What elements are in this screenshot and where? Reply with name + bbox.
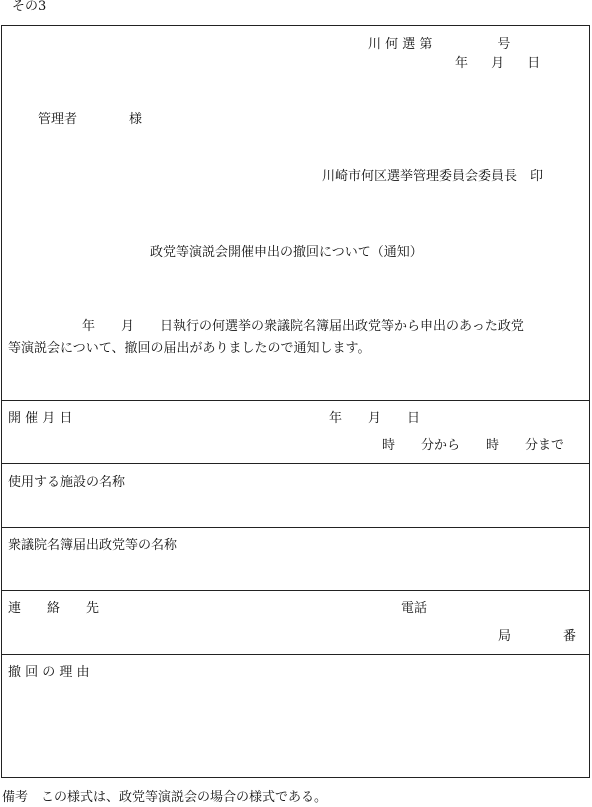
row-contact-station: 局 番 <box>498 629 577 644</box>
doc-date: 年 月 日 <box>455 56 541 71</box>
row-party-label: 衆議院名簿届出政党等の名称 <box>8 538 178 553</box>
document-title: 政党等演説会開催申出の撤回について（通知） <box>150 245 423 260</box>
row-reason-label: 撤 回 の 理 由 <box>8 665 90 680</box>
row-time-value: 時 分から 時 分まで <box>382 438 565 453</box>
row-date-value: 年 月 日 <box>329 411 421 426</box>
divider <box>1 590 590 591</box>
doc-number: 川 何 選 第 号 <box>368 37 511 52</box>
divider <box>1 654 590 655</box>
sender: 川崎市何区選挙管理委員会委員長 印 <box>322 169 544 184</box>
recipient: 管理者 様 <box>38 112 143 127</box>
body-line-2: 等演説会について、撤回の届出がありましたので通知します。 <box>8 341 371 356</box>
divider <box>1 527 590 528</box>
body-line-1: 年 月 日執行の何選挙の衆議院名簿届出政党等から申出のあった政党 <box>82 319 524 334</box>
row-contact-label: 連 絡 先 <box>8 601 100 616</box>
divider <box>1 463 590 464</box>
divider <box>1 400 590 401</box>
note: 備考 この様式は、政党等演説会の場合の様式である。 <box>2 790 328 805</box>
row-date-label: 開 催 月 日 <box>8 411 73 426</box>
form-label: その3 <box>12 0 47 14</box>
row-facility-label: 使用する施設の名称 <box>8 475 126 490</box>
row-contact-phone: 電話 <box>401 601 428 616</box>
